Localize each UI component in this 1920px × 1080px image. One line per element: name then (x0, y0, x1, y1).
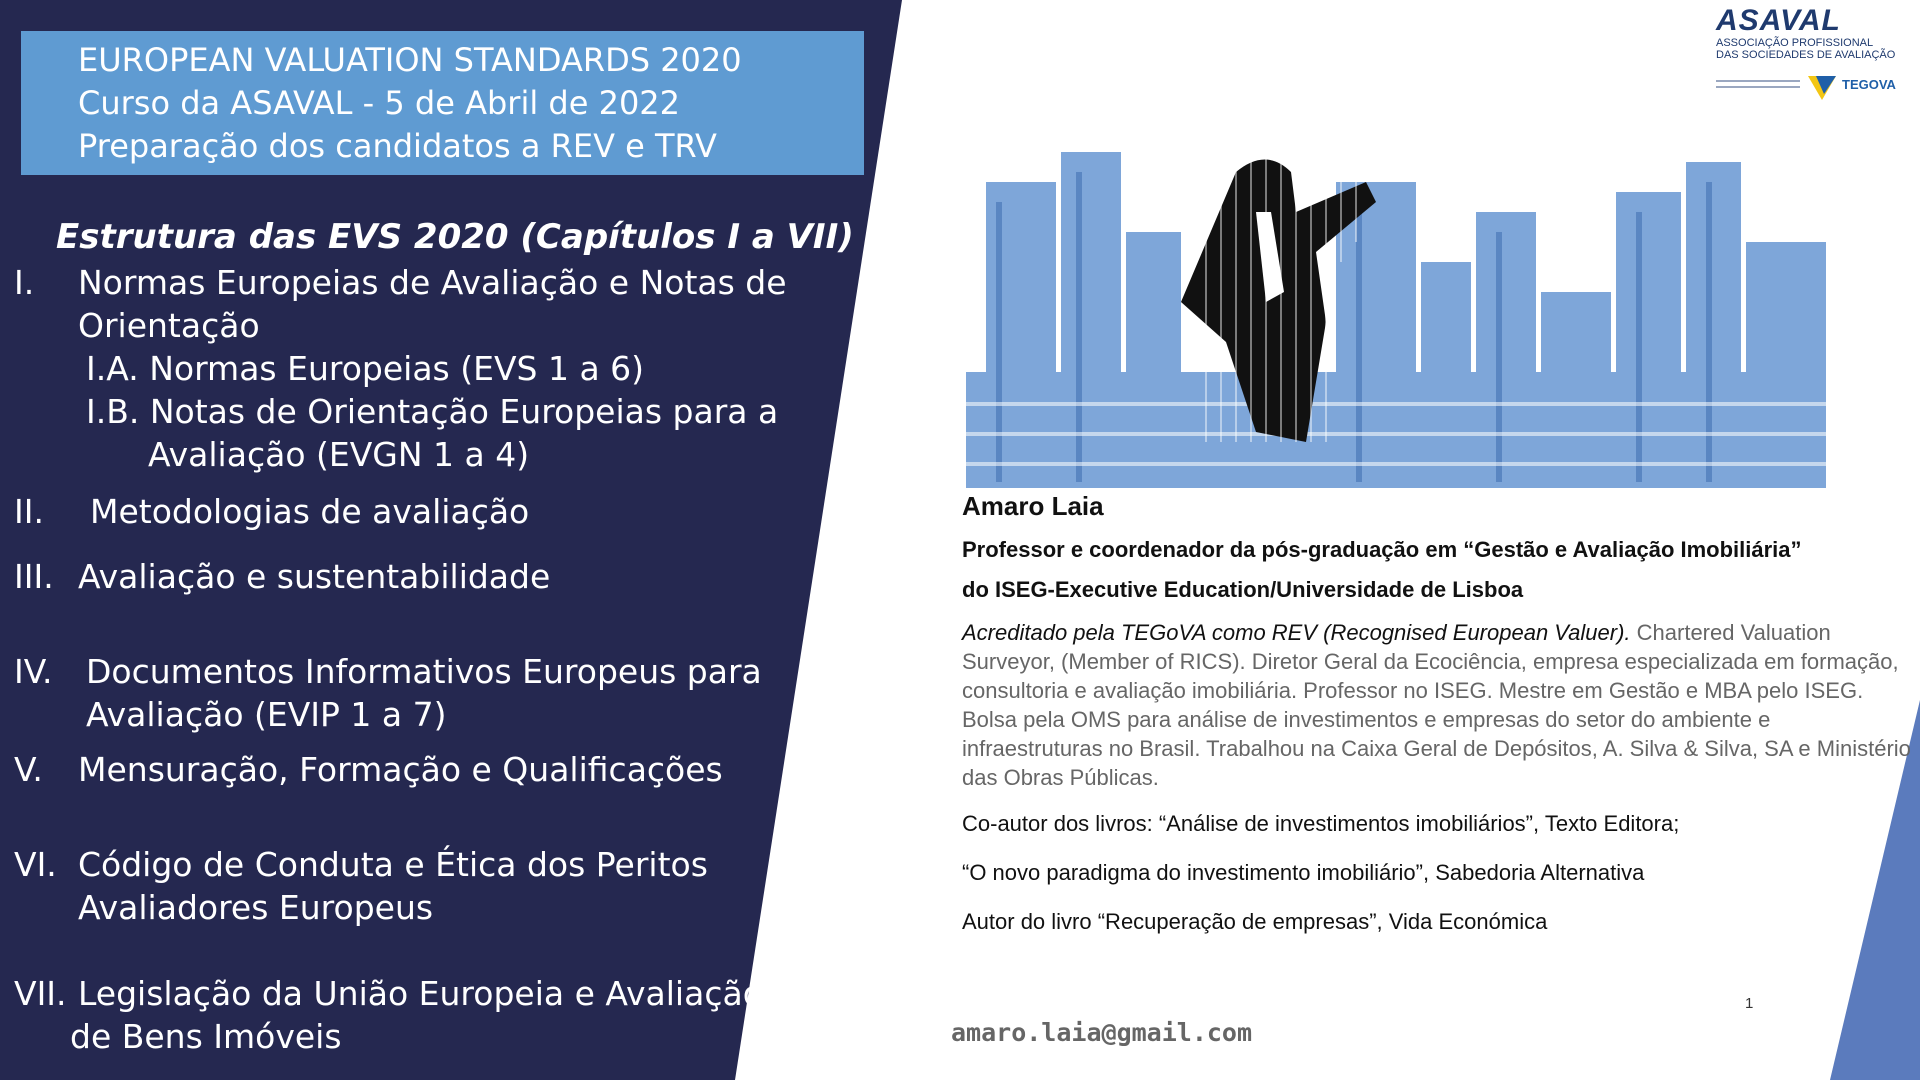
book-3: Autor do livro “Recuperação de empresas”, Vida Económica (962, 909, 1548, 934)
tegova-logo-icon (1808, 74, 1838, 102)
item-1-line-1: Normas Europeias de Avaliação e Notas de (78, 263, 787, 302)
item-7-line-2: de Bens Imóveis (70, 1017, 342, 1056)
item-1a: I.A. Normas Europeias (EVS 1 a 6) (86, 349, 645, 388)
profile-name: Amaro Laia (962, 491, 1104, 521)
profile-bio (962, 618, 1912, 792)
item-number-1: I. (14, 263, 35, 302)
page-number: 1 (1745, 995, 1754, 1012)
item-1b-line-1: I.B. Notas de Orientação Europeias para a (86, 392, 779, 431)
logo-name: ASAVAL (1716, 4, 1841, 37)
item-number-7: VII. (14, 974, 67, 1013)
item-3: Avaliação e sustentabilidade (78, 557, 551, 596)
item-1b-line-2: Avaliação (EVGN 1 a 4) (148, 435, 530, 474)
tegova-label: TEGOVA (1842, 77, 1896, 92)
item-6-line-2: Avaliadores Europeus (78, 888, 434, 927)
item-number-6: VI. (14, 845, 57, 884)
structure-heading: Estrutura das EVS 2020 (Capítulos I a VII) (56, 217, 854, 257)
item-number-5: V. (14, 750, 43, 789)
item-number-3: III. (14, 557, 54, 596)
bio-text: Chartered Valuation Surveyor, (Member of RICS). Diretor Geral da Ecociência, empresa especializada em formação, consultoria e avaliação imobiliária. Professor no ISEG. Mestre em Gestão e MBA pelo ISEG. Bolsa pela OMS para análise de investimentos e empresas do setor do ambiente e infraestruturas no Brasil. Trabalhou na Caixa Geral de Depósitos, A. Silva & Silva, SA e Ministério das Obras Públicas. (962, 620, 1911, 790)
book-2: “O novo paradigma do investimento imobiliário”, Sabedoria Alternativa (962, 860, 1645, 885)
item-5: Mensuração, Formação e Qualificações (78, 750, 723, 789)
title-line-3: Preparação dos candidatos a REV e TRV (78, 127, 717, 165)
title-line-1: EUROPEAN VALUATION STANDARDS 2020 (78, 41, 742, 79)
item-number-2: II. (14, 492, 44, 531)
item-7-line-1: Legislação da União Europeia e Avaliação (78, 974, 763, 1013)
asaval-logo (1712, 6, 1912, 106)
item-1-line-2: Orientação (78, 306, 260, 345)
item-4-line-2: Avaliação (EVIP 1 a 7) (86, 695, 447, 734)
item-number-4: IV. (14, 652, 53, 691)
profile-role-line-1: Professor e coordenador da pós-graduação em “Gestão e Avaliação Imobiliária” (962, 537, 1802, 562)
title-line-2: Curso da ASAVAL - 5 de Abril de 2022 (78, 84, 681, 122)
profile-role-line-2: do ISEG-Executive Education/Universidade de Lisboa (962, 577, 1524, 602)
contact-email[interactable]: amaro.laia@gmail.com (951, 1018, 1253, 1047)
item-2: Metodologias de avaliação (90, 492, 530, 531)
city-businessman-image (966, 142, 1826, 488)
item-4-line-1: Documentos Informativos Europeus para (86, 652, 762, 691)
logo-sub-1: ASSOCIAÇÃO PROFISSIONAL (1716, 37, 1874, 49)
bio-accreditation: Acreditado pela TEGoVA como REV (Recognised European Valuer). (962, 620, 1631, 645)
item-6-line-1: Código de Conduta e Ética dos Peritos (78, 845, 708, 884)
book-1: Co-autor dos livros: “Análise de investimentos imobiliários”, Texto Editora; (962, 811, 1680, 836)
logo-sub-2: DAS SOCIEDADES DE AVALIAÇÃO (1716, 49, 1896, 61)
logo-fine-print (1716, 80, 1800, 82)
logo-fine-print-2 (1716, 86, 1800, 88)
